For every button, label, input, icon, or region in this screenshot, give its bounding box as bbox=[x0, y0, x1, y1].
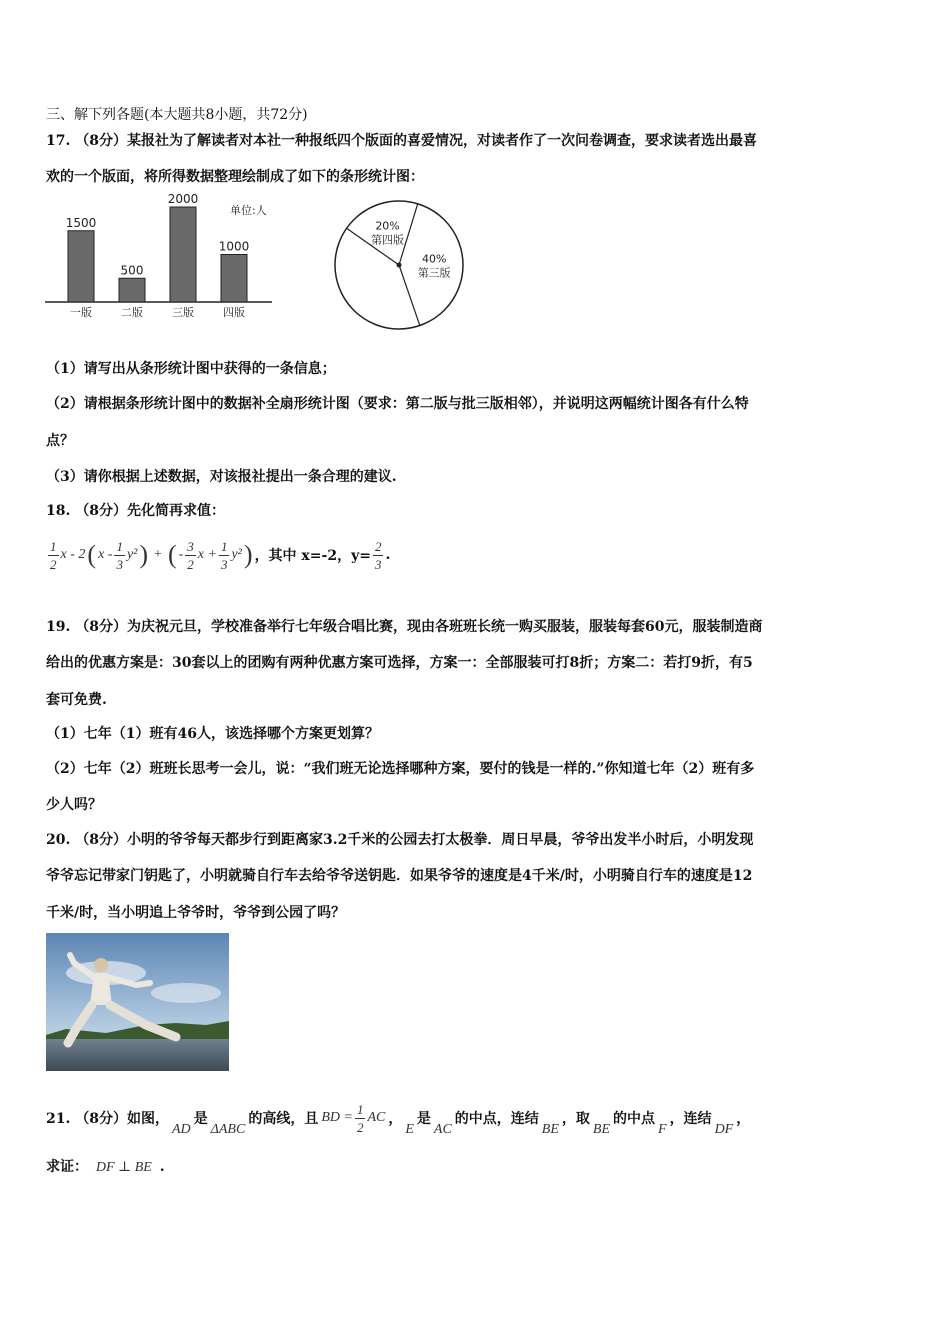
q19-line-3: 套可免费. bbox=[46, 692, 107, 708]
bar-4 bbox=[221, 255, 247, 303]
bar-1 bbox=[68, 231, 94, 302]
tick-label-3: 三版 bbox=[172, 306, 194, 319]
q20-line-3: 千米/时，当小明追上爷爷时，爷爷到公园了吗？ bbox=[46, 905, 346, 921]
slice-percent-2: 40% bbox=[421, 252, 447, 266]
q19-line-1: 19. （8分）为庆祝元旦，学校准备举行七年级合唱比赛，现由各班班长统一购买服装，服装每套60元，服装制造商 bbox=[46, 619, 763, 635]
q17-line-2: 欢的一个版面，将所得数据整理绘制成了如下的条形统计图： bbox=[46, 169, 424, 185]
q18-expression: $\frac{1}{2}$ x - 2 ( x - $\frac{1}{3}$ y² ) + ( - $\frac{3}{2}$ x + $\frac{1}{3}$ y² ) ，其中 x=-2，y= $\frac{2}{3}$ . bbox=[50, 538, 391, 572]
fraction: $\frac{3}{2}$ bbox=[187, 538, 194, 572]
bar-2 bbox=[119, 278, 145, 302]
slice-percent-1: 20% bbox=[375, 219, 400, 233]
fraction: $\frac{1}{2}$ bbox=[356, 1101, 364, 1135]
q18-line-1: 18. （8分）先化简再求值： bbox=[46, 503, 225, 519]
pie-chart bbox=[330, 196, 470, 336]
data-label-4: 1000 bbox=[218, 239, 250, 254]
slice-label-1: 第四版 bbox=[371, 233, 405, 247]
tick-label-4: 四版 bbox=[223, 306, 245, 319]
q21-proof: 求证： DF ⊥ BE . bbox=[46, 1159, 165, 1175]
q17-sub-1: （1）请写出从条形统计图中获得的一条信息； bbox=[46, 361, 336, 377]
q21-line-1: 21. （8分）如图， AD 是 ΔABC 的高线，且 BD = $\frac{1}{2}$ AC ， E 是 AC 的中点，连结 BE ，取 BE 的中点 F ，连结 DF ， bbox=[46, 1101, 751, 1137]
section-header: 三、解下列各题(本大题共8小题，共72分) bbox=[46, 107, 308, 123]
q17-sub-3: （3）请你根据上述数据，对该报社提出一条合理的建议. bbox=[46, 469, 397, 485]
q17-sub-2a: （2）请根据条形统计图中的数据补全扇形统计图（要求：第二版与批三版相邻），并说明这两幅统计图各有什么特 bbox=[46, 396, 749, 412]
q19-line-2: 给出的优惠方案是：30套以上的团购有两种优惠方案可选择，方案一：全部服装可打8折；方案二：若打9折，有5 bbox=[46, 655, 753, 671]
q17-line-1: 17. （8分）某报社为了解读者对本社一种报纸四个版面的喜爱情况，对读者作了一次问卷调查，要求读者选出最喜 bbox=[46, 133, 757, 149]
data-label-1: 1500 bbox=[65, 215, 97, 230]
slice-label-2: 第三版 bbox=[417, 266, 451, 280]
data-label-2: 500 bbox=[120, 263, 144, 278]
data-label-3: 2000 bbox=[167, 192, 199, 206]
q17-sub-2b: 点？ bbox=[46, 433, 74, 449]
q20-line-2: 爷爷忘记带家门钥匙了，小明就骑自行车去给爷爷送钥匙．如果爷爷的速度是4千米/时，小明骑自行车的速度是12 bbox=[46, 868, 753, 884]
bar-3 bbox=[170, 207, 196, 302]
fraction: $\frac{1}{2}$ bbox=[50, 538, 57, 572]
q19-sub-2b: 少人吗？ bbox=[46, 797, 102, 813]
q20-line-1: 20. （8分）小明的爷爷每天都步行到距离家3.2千米的公园去打太极拳．周日早晨，爷爷出发半小时后，小明发现 bbox=[46, 832, 754, 848]
q19-sub-2a: （2）七年（2）班班长思考一会儿，说：“我们班无论选择哪种方案，要付的钱是一样的.”你知道七年（2）班有多 bbox=[46, 761, 755, 777]
tai-chi-photo bbox=[46, 933, 229, 1071]
pie-center bbox=[397, 263, 402, 268]
fraction: $\frac{2}{3}$ bbox=[374, 538, 382, 572]
bar-chart bbox=[40, 192, 290, 322]
tick-label-1: 一版 bbox=[70, 306, 92, 319]
fraction: $\frac{1}{3}$ bbox=[116, 538, 123, 572]
tick-label-2: 二版 bbox=[121, 306, 143, 319]
q19-sub-1: （1）七年（1）班有46人，该选择哪个方案更划算？ bbox=[46, 726, 379, 742]
unit-label: 单位:人 bbox=[230, 204, 267, 217]
fraction: $\frac{1}{3}$ bbox=[220, 538, 228, 572]
